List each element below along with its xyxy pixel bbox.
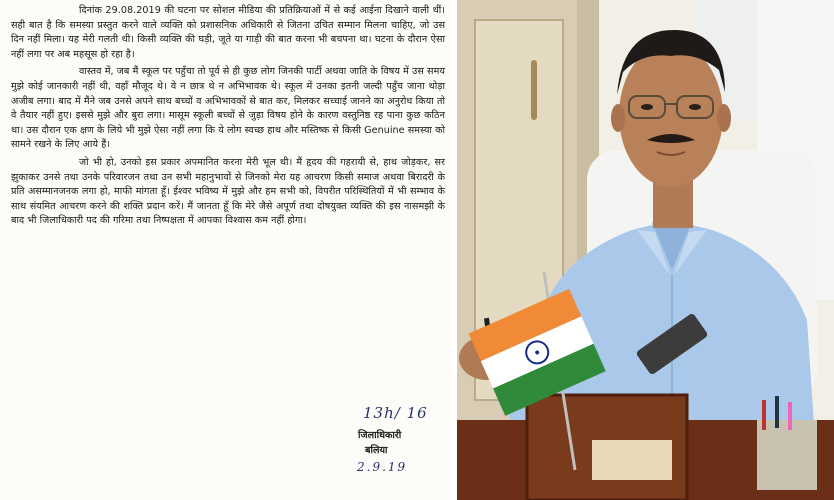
eye-left bbox=[641, 104, 653, 110]
place: बलिया bbox=[365, 445, 388, 456]
designation: जिलाधिकारी bbox=[358, 430, 402, 441]
ear-right bbox=[717, 104, 731, 132]
photo-illustration bbox=[457, 0, 834, 500]
handwritten-date: 2.9.19 bbox=[357, 460, 408, 474]
stand-pen-3 bbox=[788, 402, 792, 430]
officer-photo bbox=[457, 0, 834, 500]
cabinet-handle bbox=[531, 60, 537, 120]
letter-paragraph-3: जो भी हो, उनको इस प्रकार अपमानित करना मेरी भूल थी। मैं हृदय की गहरायी से, हाथ जोड़कर, सर झुकाकर उनसे तथा उनके परिवारजन तथा उन सभी महानुभावों से जिनको मेरा यह आचरण किसी समाज अथवा बिरादरी के प्रति असम्मानजनक लगा हो, माफी मांगता हूँ। ईश्वर भविष्य में मुझे और हम सभी को, विपरीत परिस्थितियों में भी सम्भाव के साथ संयमित आचरण करने की शक्ति प्रदान करें। मैं जानता हूँ कि मेरे जैसे अपूर्ण तथा दोषयुक्त व्यक्ति की इस नासमझी के बाद भी जिलाधिकारी पद की गरिमा तथा निष्पक्षता में आपका विश्वास कम नहीं होगा। bbox=[11, 156, 445, 227]
face bbox=[619, 43, 723, 187]
handwritten-signature: 13h/ 16 bbox=[363, 404, 428, 422]
signature-block bbox=[335, 404, 445, 474]
neck bbox=[653, 180, 693, 228]
letter-paragraph-1: दिनांक 29.08.2019 की घटना पर सोशल मीडिया की प्रतिक्रियाओं में से कई आईना दिखाने वाली थीं। सही बात है कि समस्या प्रस्तुत करने वाले व्यक्ति को प्रशासनिक अधिकारी से जितना उचित सम्मान मिलना चाहिए, जो उस दिन नहीं मिला। यह मेरी गलती थी। किसी व्यक्ति की घड़ी, जूते या गाड़ी की बात करना भी बचपना था। घटना के दौरान ऐसा नहीं लगा पर अब महसूस हो रहा है। bbox=[11, 5, 445, 60]
stand-pen-1 bbox=[762, 400, 766, 430]
ear-left bbox=[611, 104, 625, 132]
pen-stand bbox=[757, 420, 817, 490]
nameplate bbox=[592, 440, 672, 480]
stand-pen-2 bbox=[775, 396, 779, 428]
letter-paragraph-2: वास्तव में, जब मैं स्कूल पर पहुँचा तो पूर्व से ही कुछ लोग जिनकी पार्टी अथवा जाति के विषय में उस समय मुझे कोई जानकारी नहीं थी, वहाँ मौजूद थे। वे न छात्र थे न अभिभावक थे। स्कूल में उनका इतनी जल्दी पहुँच जाना थोड़ा अजीब लगा। बाद में मैंने जब उनसे अपने साथ बच्चों व अभिभावकों से बात कर, मिलकर सच्चाई जानने का अनुरोध किया तो वे तैयार नहीं हुए। इससे मुझे और बुरा लगा। मासूम स्कूली बच्चों से जुड़ा विषय होने के कारण वस्तुनिष्ठ रह पाना कुछ कठिन था। उस दौरान एक क्षण के लिये भी मुझे ऐसा नहीं लगा कि ये लोग स्वच्छ हाथ और मस्तिष्क से किसी Genuine समस्या को सामने रखने के लिए आये हैं। bbox=[11, 66, 445, 151]
eye-right bbox=[689, 104, 701, 110]
